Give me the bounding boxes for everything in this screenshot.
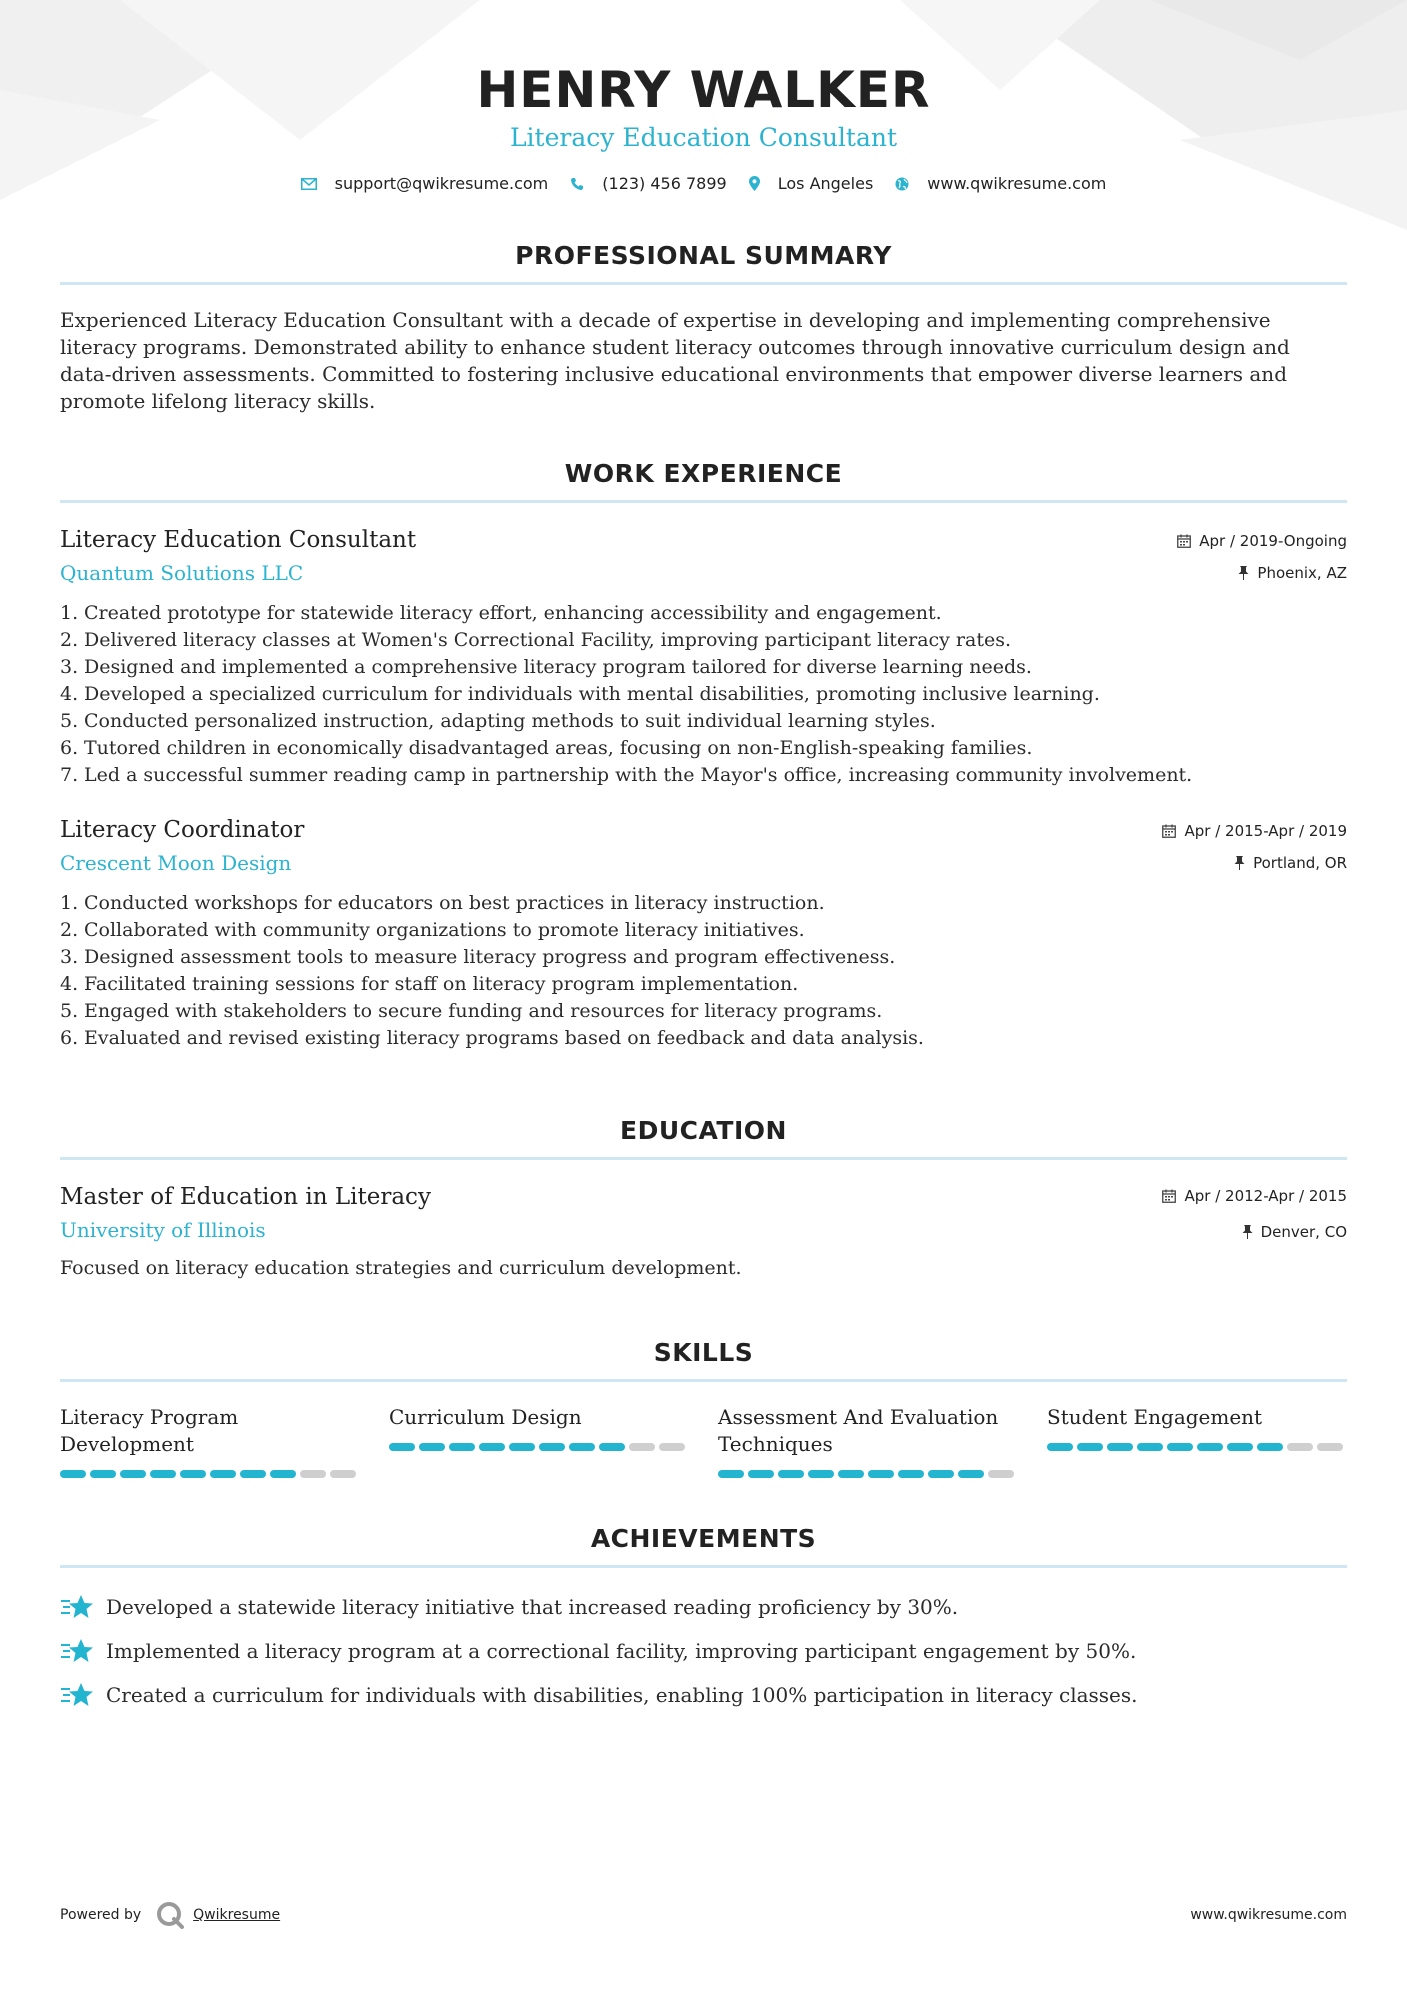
list-item: 5. Engaged with stakeholders to secure funding and resources for literacy programs. xyxy=(60,1000,883,1022)
job-bullets xyxy=(60,890,1347,1052)
job-title: Literacy Coordinator xyxy=(60,817,305,843)
skill-segment-filled xyxy=(778,1470,804,1478)
phone-text: (123) 456 7899 xyxy=(602,174,727,193)
education-section xyxy=(60,1116,1347,1282)
skill-segment-filled xyxy=(569,1443,595,1451)
skill-level-bar xyxy=(1047,1443,1347,1451)
section-divider xyxy=(60,1565,1347,1568)
skill-segment-filled xyxy=(868,1470,894,1478)
skill-segment-filled xyxy=(1107,1443,1133,1451)
company-name: Quantum Solutions LLC xyxy=(60,561,304,585)
skill-item xyxy=(718,1404,1018,1478)
shooting-star-icon xyxy=(60,1637,94,1665)
list-item: 4. Developed a specialized curriculum for individuals with mental disabilities, promoting inclusive learning. xyxy=(60,683,1100,705)
achievement-text: Created a curriculum for individuals with disabilities, enabling 100% participation in literacy classes. xyxy=(106,1683,1138,1707)
skill-segment-empty xyxy=(1317,1443,1343,1451)
job-bullets xyxy=(60,600,1347,789)
calendar-icon xyxy=(1177,534,1191,548)
powered-by-label: Powered by xyxy=(60,1907,142,1923)
job-dates: Apr / 2019-Ongoing xyxy=(1199,532,1347,550)
skill-segment-filled xyxy=(898,1470,924,1478)
section-divider xyxy=(60,282,1347,285)
summary-section xyxy=(60,241,1347,415)
skills-heading: SKILLS xyxy=(653,1338,754,1367)
list-item: 6. Evaluated and revised existing literacy programs based on feedback and data analysis. xyxy=(60,1027,924,1049)
shooting-star-icon xyxy=(60,1593,94,1621)
list-item: 5. Conducted personalized instruction, adapting methods to suit individual learning styles. xyxy=(60,710,936,732)
skill-segment-empty xyxy=(988,1470,1014,1478)
summary-heading: PROFESSIONAL SUMMARY xyxy=(515,241,892,270)
skill-name: Assessment And Evaluation Techniques xyxy=(718,1405,999,1456)
list-item: 1. Created prototype for statewide literacy effort, enhancing accessibility and engagement. xyxy=(60,602,942,624)
skill-segment-filled xyxy=(240,1470,266,1478)
map-marker-icon xyxy=(749,176,760,191)
experience-heading: WORK EXPERIENCE xyxy=(564,459,843,488)
footer-website[interactable]: www.qwikresume.com xyxy=(1190,1907,1347,1923)
contact-website[interactable] xyxy=(895,174,1106,193)
skill-segment-filled xyxy=(808,1470,834,1478)
contact-email[interactable] xyxy=(301,174,549,193)
skill-segment-filled xyxy=(90,1470,116,1478)
email-text: support@qwikresume.com xyxy=(334,174,549,193)
resume-header xyxy=(60,0,1347,193)
candidate-name: HENRY WALKER xyxy=(476,61,931,119)
skill-segment-filled xyxy=(150,1470,176,1478)
education-description: Focused on literacy education strategies and curriculum development. xyxy=(60,1257,742,1279)
page-footer xyxy=(60,1900,1347,1930)
pushpin-icon xyxy=(1238,566,1249,580)
contact-location xyxy=(749,174,874,193)
skill-segment-filled xyxy=(539,1443,565,1451)
experience-section xyxy=(60,459,1347,1052)
skill-segment-filled xyxy=(1227,1443,1253,1451)
phone-icon xyxy=(570,177,584,191)
skill-segment-filled xyxy=(60,1470,86,1478)
skill-segment-empty xyxy=(300,1470,326,1478)
skill-segment-filled xyxy=(180,1470,206,1478)
skill-segment-filled xyxy=(1077,1443,1103,1451)
achievements-section xyxy=(60,1524,1347,1710)
shooting-star-icon xyxy=(60,1681,94,1709)
skill-segment-empty xyxy=(659,1443,685,1451)
list-item: 2. Delivered literacy classes at Women's Correctional Facility, improving participant literacy rates. xyxy=(60,629,1012,651)
education-dates: Apr / 2012-Apr / 2015 xyxy=(1184,1187,1347,1205)
list-item: 2. Collaborated with community organizations to promote literacy initiatives. xyxy=(60,919,805,941)
contact-bar xyxy=(60,174,1347,193)
list-item: 3. Designed assessment tools to measure literacy progress and program effectiveness. xyxy=(60,946,896,968)
skill-segment-filled xyxy=(1197,1443,1223,1451)
job-location: Portland, OR xyxy=(1253,854,1347,872)
skill-segment-filled xyxy=(479,1443,505,1451)
globe-icon xyxy=(895,177,909,191)
skill-item xyxy=(60,1404,360,1478)
job-entry xyxy=(60,815,1347,1052)
calendar-icon xyxy=(1162,1189,1176,1203)
section-divider xyxy=(60,1157,1347,1160)
achievements-heading: ACHIEVEMENTS xyxy=(590,1524,817,1553)
achievement-item xyxy=(60,1592,1347,1622)
skill-segment-filled xyxy=(120,1470,146,1478)
skill-name: Literacy Program Development xyxy=(60,1405,239,1456)
skill-segment-filled xyxy=(1167,1443,1193,1451)
skill-segment-empty xyxy=(330,1470,356,1478)
skill-segment-filled xyxy=(1257,1443,1283,1451)
website-text: www.qwikresume.com xyxy=(927,174,1107,193)
skills-section xyxy=(60,1338,1347,1478)
skill-segment-filled xyxy=(1047,1443,1073,1451)
calendar-icon xyxy=(1162,824,1176,838)
list-item: 3. Designed and implemented a comprehensive literacy program tailored for diverse learning needs. xyxy=(60,656,1032,678)
envelope-icon xyxy=(301,178,317,190)
skill-segment-filled xyxy=(419,1443,445,1451)
candidate-title: Literacy Education Consultant xyxy=(509,123,898,152)
list-item: 1. Conducted workshops for educators on best practices in literacy instruction. xyxy=(60,892,825,914)
skill-item xyxy=(389,1404,689,1478)
pushpin-icon xyxy=(1242,1225,1253,1239)
achievement-item xyxy=(60,1636,1347,1666)
skill-level-bar xyxy=(60,1470,360,1478)
skill-segment-filled xyxy=(748,1470,774,1478)
education-entry xyxy=(60,1182,1347,1282)
skill-segment-filled xyxy=(958,1470,984,1478)
contact-phone[interactable] xyxy=(570,174,726,193)
section-divider xyxy=(60,500,1347,503)
job-title: Literacy Education Consultant xyxy=(60,527,417,553)
skill-segment-filled xyxy=(449,1443,475,1451)
skill-segment-filled xyxy=(599,1443,625,1451)
list-item: 7. Led a successful summer reading camp in partnership with the Mayor's office, increasing community involvement. xyxy=(60,764,1193,786)
skill-segment-filled xyxy=(838,1470,864,1478)
skill-segment-filled xyxy=(210,1470,236,1478)
location-text: Los Angeles xyxy=(777,174,874,193)
skill-segment-filled xyxy=(928,1470,954,1478)
section-divider xyxy=(60,1379,1347,1382)
skill-segment-empty xyxy=(629,1443,655,1451)
list-item: 4. Facilitated training sessions for staff on literacy program implementation. xyxy=(60,973,799,995)
skill-segment-filled xyxy=(718,1470,744,1478)
skill-segment-filled xyxy=(270,1470,296,1478)
skills-list xyxy=(60,1404,1347,1478)
skill-level-bar xyxy=(718,1470,1018,1478)
education-location: Denver, CO xyxy=(1260,1223,1347,1241)
pushpin-icon xyxy=(1234,856,1245,870)
qwikresume-logo-icon xyxy=(155,1900,185,1930)
job-entry xyxy=(60,525,1347,789)
skill-name: Student Engagement xyxy=(1047,1405,1263,1429)
skill-segment-filled xyxy=(509,1443,535,1451)
qwikresume-link[interactable]: Qwikresume xyxy=(193,1907,281,1923)
skill-segment-filled xyxy=(389,1443,415,1451)
degree-title: Master of Education in Literacy xyxy=(60,1184,431,1210)
skill-segment-filled xyxy=(1137,1443,1163,1451)
skill-level-bar xyxy=(389,1443,689,1451)
skill-name: Curriculum Design xyxy=(389,1405,582,1429)
skill-item xyxy=(1047,1404,1347,1478)
job-dates: Apr / 2015-Apr / 2019 xyxy=(1184,822,1347,840)
summary-text: Experienced Literacy Education Consultant with a decade of expertise in developing and implementing comprehensive literacy programs. Demonstrated ability to enhance student literacy outcomes through innovative curriculum design and data-driven assessments. Committed to fostering inclusive educational environments that empower diverse learners and promote lifelong literacy skills. xyxy=(60,308,1290,413)
school-name: University of Illinois xyxy=(60,1218,266,1242)
achievement-item xyxy=(60,1680,1347,1710)
company-name: Crescent Moon Design xyxy=(60,851,292,875)
achievement-text: Implemented a literacy program at a correctional facility, improving participant engagement by 50%. xyxy=(106,1639,1137,1663)
job-location: Phoenix, AZ xyxy=(1257,564,1347,582)
achievement-text: Developed a statewide literacy initiative that increased reading proficiency by 30%. xyxy=(106,1595,959,1619)
list-item: 6. Tutored children in economically disadvantaged areas, focusing on non-English-speaking families. xyxy=(60,737,1033,759)
education-heading: EDUCATION xyxy=(620,1116,787,1145)
skill-segment-empty xyxy=(1287,1443,1313,1451)
